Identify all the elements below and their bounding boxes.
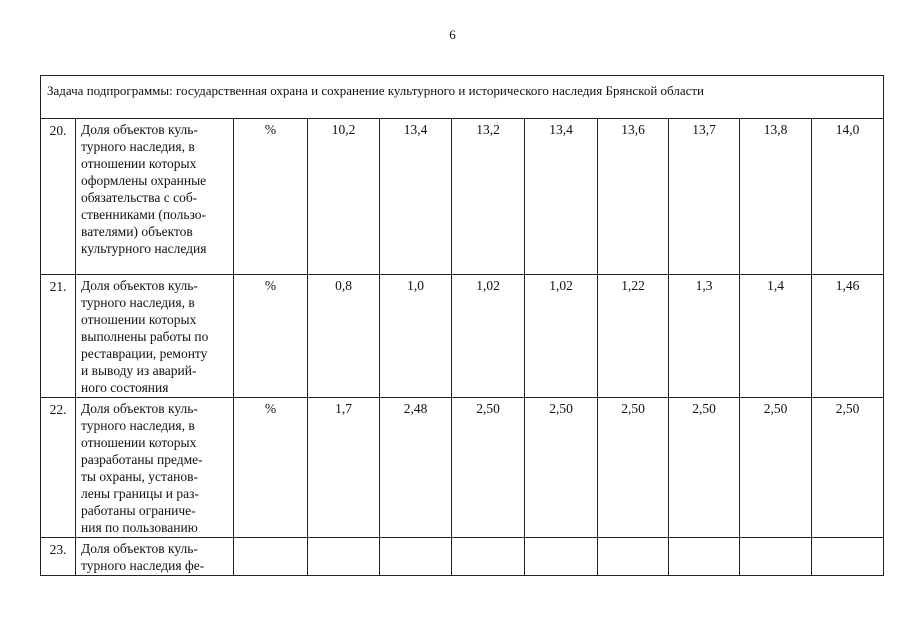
indicator-name-line: турного наследия фе-: [81, 558, 205, 573]
value-cell: 13,7: [669, 119, 740, 275]
table-row: [41, 275, 884, 398]
indicators-table: [40, 75, 884, 576]
task-title: Задача подпрограммы: государственная охрана и сохранение культурного и исторического наследия Брянской области: [41, 76, 884, 119]
value-cell: 1,4: [740, 275, 812, 398]
value-cell: [740, 538, 812, 576]
indicator-name: [76, 398, 234, 538]
indicator-name-line: Доля объектов куль-: [81, 541, 198, 556]
row-number: 21.: [41, 275, 76, 398]
value-cell: 2,50: [525, 398, 598, 538]
value-cell: 13,2: [452, 119, 525, 275]
value-cell: 2,50: [669, 398, 740, 538]
value-cell: 1,02: [452, 275, 525, 398]
table-row: [41, 538, 884, 576]
indicator-name-line: ного состояния: [81, 380, 169, 395]
row-number: 20.: [41, 119, 76, 275]
indicator-name-line: турного наследия, в: [81, 139, 195, 154]
table-row: [41, 119, 884, 275]
indicator-name-line: отношении которых: [81, 312, 197, 327]
indicator-name-line: ственниками (пользо-: [81, 207, 207, 222]
value-cell: [669, 538, 740, 576]
indicator-name-line: лены границы и раз-: [81, 486, 199, 501]
unit-cell: %: [234, 119, 308, 275]
indicator-name-line: ния по пользованию: [81, 520, 198, 535]
value-cell: 1,46: [812, 275, 884, 398]
value-cell: 13,6: [598, 119, 669, 275]
value-cell: [380, 538, 452, 576]
unit-cell: %: [234, 275, 308, 398]
indicator-name-line: турного наследия, в: [81, 418, 195, 433]
indicator-name-line: отношении которых: [81, 156, 197, 171]
value-cell: 13,4: [525, 119, 598, 275]
value-cell: [452, 538, 525, 576]
value-cell: 2,50: [452, 398, 525, 538]
indicator-name-line: отношении которых: [81, 435, 197, 450]
value-cell: 2,50: [812, 398, 884, 538]
indicator-name-line: работаны ограниче-: [81, 503, 196, 518]
indicator-name-line: ты охраны, установ-: [81, 469, 198, 484]
value-cell: 13,4: [380, 119, 452, 275]
indicator-name-line: реставрации, ремонту: [81, 346, 208, 361]
value-cell: 1,02: [525, 275, 598, 398]
row-number: 23.: [41, 538, 76, 576]
indicator-name-line: обязательства с соб-: [81, 190, 198, 205]
row-number: 22.: [41, 398, 76, 538]
unit-cell: [234, 538, 308, 576]
indicator-name-line: вателями) объектов: [81, 224, 193, 239]
value-cell: 2,50: [598, 398, 669, 538]
page-number: 6: [449, 27, 456, 42]
value-cell: 13,8: [740, 119, 812, 275]
value-cell: 1,0: [380, 275, 452, 398]
value-cell: 14,0: [812, 119, 884, 275]
value-cell: [812, 538, 884, 576]
value-cell: 2,50: [740, 398, 812, 538]
value-cell: 1,22: [598, 275, 669, 398]
indicator-name-line: Доля объектов куль-: [81, 278, 198, 293]
indicator-name: [76, 538, 234, 576]
value-cell: 1,3: [669, 275, 740, 398]
indicator-name-line: Доля объектов куль-: [81, 401, 198, 416]
indicator-name-line: культурного наследия: [81, 241, 207, 256]
indicator-name-line: разработаны предме-: [81, 452, 203, 467]
indicator-name: [76, 275, 234, 398]
indicator-name: [76, 119, 234, 275]
indicator-name-line: и выводу из аварий-: [81, 363, 197, 378]
table-row: [41, 398, 884, 538]
value-cell: [525, 538, 598, 576]
indicator-name-line: выполнены работы по: [81, 329, 209, 344]
value-cell: 0,8: [308, 275, 380, 398]
task-row: [41, 76, 884, 119]
value-cell: 1,7: [308, 398, 380, 538]
value-cell: [308, 538, 380, 576]
table-body: [41, 76, 884, 576]
indicator-name-line: оформлены охранные: [81, 173, 207, 188]
indicator-name-line: турного наследия, в: [81, 295, 195, 310]
indicator-name-line: Доля объектов куль-: [81, 122, 198, 137]
unit-cell: %: [234, 398, 308, 538]
value-cell: 10,2: [308, 119, 380, 275]
value-cell: [598, 538, 669, 576]
value-cell: 2,48: [380, 398, 452, 538]
